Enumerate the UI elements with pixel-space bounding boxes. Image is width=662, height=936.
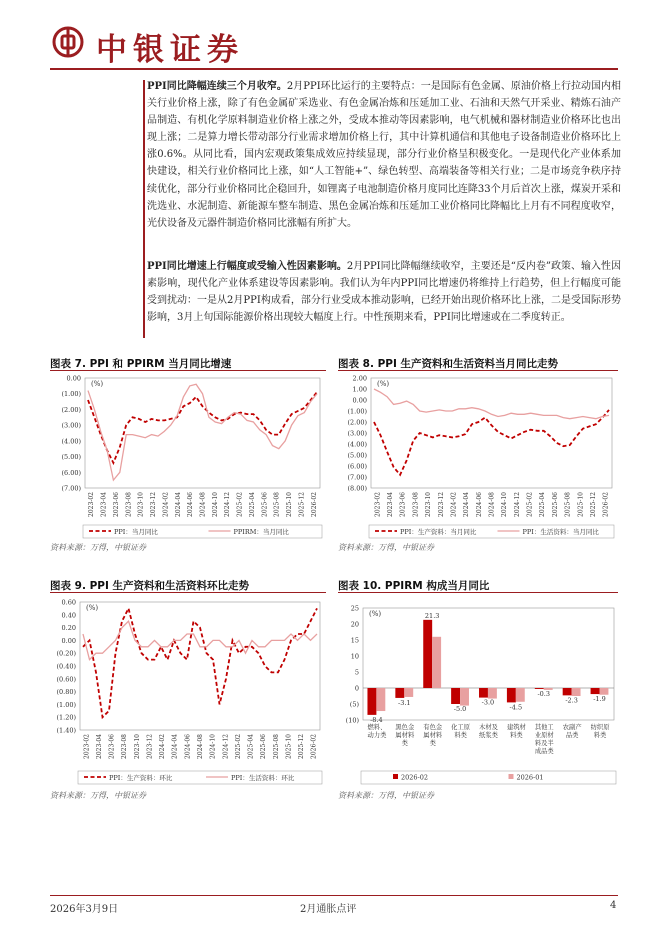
data-label: -3.0	[481, 698, 495, 707]
y-tick-label: 25	[350, 604, 359, 613]
y-tick-label: (6.00)	[61, 468, 81, 477]
x-tick-label: 2023-06	[108, 734, 116, 759]
legend-label-2: 2026-01	[516, 773, 544, 782]
x-tick-label: 2023-08	[125, 492, 133, 517]
x-tick-label: 2025-02	[236, 492, 244, 517]
y-tick-label: 15	[350, 636, 359, 645]
x-tick-label: 2024-06	[187, 492, 195, 517]
legend-label-2: PPI：生活资料：当月同比	[522, 528, 599, 536]
figure-9-title: 图表 9. PPI 生产资料和生活资料环比走势	[50, 580, 250, 592]
x-tick-label: 2024-04	[174, 492, 182, 517]
y-tick-label: (3.00)	[347, 429, 367, 438]
x-tick-label: 2025-02	[234, 734, 242, 759]
data-label: -4.5	[509, 703, 523, 712]
bar-2026-01-5	[488, 688, 497, 699]
y-tick-label: 0.40	[61, 611, 76, 620]
x-tick-label: 2025-10	[577, 492, 585, 517]
bar-2026-01-1	[376, 688, 385, 711]
chart-ppi-means-yoy	[338, 374, 618, 540]
x-tick-label: 2023-06	[399, 492, 407, 517]
x-tick-label: 2024-10	[211, 492, 219, 517]
x-tick-label: 料类	[593, 732, 607, 739]
x-tick-label: 其他工	[534, 724, 554, 731]
y-tick-label: (2.00)	[61, 405, 81, 414]
x-tick-label: 2025-12	[589, 492, 597, 517]
y-tick-label: (7.00)	[347, 473, 367, 482]
bar-2026-02-8	[563, 688, 572, 695]
x-tick-label: 2024-10	[209, 734, 217, 759]
plot-frame	[371, 378, 612, 488]
x-tick-label: 2025-06	[260, 734, 268, 759]
series-line-1	[374, 410, 609, 475]
y-tick-label: (10)	[345, 716, 359, 725]
x-tick-label: 2025-04	[247, 734, 255, 759]
legend-label-1: 2026-02	[401, 773, 429, 782]
bar-2026-02-9	[591, 688, 600, 694]
x-tick-label: 2025-08	[272, 734, 280, 759]
x-tick-label: 属材料	[395, 732, 415, 739]
y-tick-label: (3.00)	[61, 421, 81, 430]
x-tick-label: 2025-08	[564, 492, 572, 517]
data-label: -3.1	[398, 698, 411, 707]
y-tick-label: 5	[354, 668, 359, 677]
bar-2026-01-2	[404, 688, 413, 697]
y-axis-unit-label: (%)	[86, 604, 99, 612]
y-axis-unit-label: (%)	[377, 380, 390, 388]
x-tick-label: 2026-02	[602, 492, 610, 517]
y-tick-label: (1.40)	[56, 726, 76, 735]
y-tick-label: 10	[350, 652, 359, 661]
x-tick-label: 2025-12	[298, 734, 306, 759]
x-tick-label: 2023-12	[146, 734, 154, 759]
y-tick-label: 0	[354, 684, 359, 693]
x-tick-label: 类	[401, 740, 408, 747]
figure-8-title: 图表 8. PPI 生产资料和生活资料当月同比走势	[338, 358, 559, 370]
figure-9-source: 资料来源：万得，中银证券	[50, 791, 146, 800]
y-tick-label: 0.00	[352, 396, 367, 405]
y-axis-unit-label: (%)	[369, 610, 382, 618]
y-tick-label: (7.00)	[61, 484, 81, 493]
chart-ppi-means-mom	[50, 596, 326, 786]
x-tick-label: 2025-04	[539, 492, 547, 517]
figure-9-rule	[50, 592, 326, 593]
x-tick-label: 业原材	[534, 732, 554, 739]
x-tick-label: 2024-12	[513, 492, 521, 517]
figure-10-rule	[338, 592, 618, 593]
header-divider	[50, 68, 618, 70]
x-tick-label: 2023-04	[95, 734, 103, 759]
x-tick-label: 2024-06	[184, 734, 192, 759]
x-tick-label: 属材料	[423, 732, 443, 739]
paragraph-2-body: 2月PPI同比降幅继续收窄，主要还是“反内卷”政策、输入性因素影响，现代化产业体系建设等因素影响。我们认为年内PPI同比增速仍将维持上行趋势，但上行幅度可能受到扰动：一是从2月PPI构成看，部分行业受成本推动影响，已经开始出现价格环比上涨，二是受国际形势影响，3月上旬国际能源价格出现较大幅度上行。中性预期来看，PPI同比增速或在二季度转正。	[147, 261, 622, 324]
figure-7-rule	[50, 370, 326, 371]
x-tick-label: 2023-10	[137, 492, 145, 517]
x-tick-label: 2023-06	[112, 492, 120, 517]
series-line-2	[374, 389, 609, 419]
paragraph-1-body: 2月PPI环比运行的主要特点：一是国际有色金属、原油价格上行拉动国内相关行业价格上涨，除了有色金属矿采选业、有色金属冶炼和压延加工业、石油和天然气开采业、精炼石油产品制造、有机化学原料制造业价格上涨之外，受成本推动等因素影响，电气机械和器材制造业价格环比也出现上涨；二是算力增长带动部分行业需求增加价格上行，其中计算机通信和其他电子设备制造业价格环比上涨0.6%。从同比看，国内宏观政策集成效应持续显现，部分行业价格呈积极变化。一是现代化产业体系加快建设，相关行业价格同比上涨，如“人工智能+”、绿色转型、高端装备等相关行业；二是市场竞争秩序持续优化，部分行业价格同比企稳回升，如锂离子电池制造价格月度同比连降33个月后首次上涨，煤炭开采和洗选业、水泥制造、新能源车整车制造、黑色金属冶炼和压延加工业价格同比降幅比上月有不同程度收窄，光伏设备及元器件制造价格同比涨幅有所扩大。	[147, 81, 621, 229]
x-tick-label: 2024-08	[488, 492, 496, 517]
y-tick-label: (1.00)	[61, 390, 81, 399]
bank-of-china-logo-icon	[52, 26, 84, 58]
footer-title: 2月通胀点评	[300, 904, 357, 915]
footer-page-number: 4	[610, 900, 617, 911]
footer-date: 2026年3月9日	[50, 904, 119, 915]
legend-frame	[361, 771, 616, 784]
x-tick-label: 2024-12	[224, 492, 232, 517]
y-tick-label: (5.00)	[61, 453, 81, 462]
x-tick-label: 黑色金	[395, 724, 415, 731]
figure-8-rule	[338, 370, 618, 371]
figure-10-source: 资料来源：万得，中银证券	[338, 791, 434, 800]
chart-ppirm-components	[338, 596, 618, 786]
y-tick-label: (1.00)	[56, 700, 76, 709]
bar-2026-01-8	[572, 688, 581, 696]
data-label: -5.0	[453, 705, 467, 713]
y-tick-label: (5)	[349, 700, 359, 709]
y-tick-label: (2.00)	[347, 418, 367, 427]
x-tick-label: 2024-08	[199, 492, 207, 517]
x-tick-label: 2023-12	[150, 492, 158, 517]
x-tick-label: 品类	[565, 732, 579, 739]
legend-label-1: PPI：当月同比	[114, 528, 158, 536]
y-tick-label: (0.20)	[56, 649, 76, 658]
data-label: -1.9	[593, 695, 606, 704]
y-tick-label: 0.00	[66, 374, 81, 383]
chart-ppi-ppirm-yoy	[50, 374, 326, 540]
figure-7-source: 资料来源：万得，中银证券	[50, 543, 146, 552]
series-line-2	[88, 384, 317, 480]
bar-2026-02-4	[451, 688, 460, 704]
plot-frame	[80, 602, 320, 730]
legend-label-2: PPIRM：当月同比	[233, 528, 289, 536]
legend-label-1: PPI：生产资料：当月同比	[400, 528, 477, 536]
paragraph-2-heading: PPI同比增速上行幅度或受输入性因素影响。	[147, 261, 347, 272]
x-tick-label: 类	[429, 740, 436, 747]
y-tick-label: 0.20	[61, 624, 76, 633]
y-tick-label: 0.00	[61, 636, 76, 645]
x-tick-label: 2023-10	[425, 492, 433, 517]
x-tick-label: 2025-08	[273, 492, 281, 517]
y-tick-label: 20	[350, 620, 359, 629]
x-tick-label: 化工原	[451, 724, 471, 731]
data-label: 21.3	[424, 611, 440, 620]
x-tick-label: 纺织原	[590, 724, 610, 731]
x-tick-label: 2024-10	[501, 492, 509, 517]
x-tick-label: 2025-12	[298, 492, 306, 517]
x-tick-label: 2025-06	[261, 492, 269, 517]
x-tick-label: 2023-04	[100, 492, 108, 517]
x-tick-label: 农副产	[562, 724, 582, 731]
legend-label-2: PPI：生活资料：环比	[231, 774, 295, 782]
x-tick-label: 动力类	[367, 732, 387, 739]
y-tick-label: (4.00)	[61, 437, 81, 446]
series-line-1	[83, 608, 317, 717]
paragraph-2	[147, 258, 621, 326]
y-tick-label: (1.00)	[347, 407, 367, 416]
x-tick-label: 2024-06	[475, 492, 483, 517]
x-tick-label: 纸浆类	[479, 732, 498, 739]
x-tick-label: 2023-12	[437, 492, 445, 517]
x-tick-label: 2024-04	[463, 492, 471, 517]
x-tick-label: 2024-02	[162, 492, 170, 517]
y-tick-label: (0.60)	[56, 675, 76, 684]
x-tick-label: 木材及	[479, 724, 498, 731]
x-tick-label: 2024-02	[159, 734, 167, 759]
x-tick-label: 2025-06	[551, 492, 559, 517]
figure-10-title: 图表 10. PPIRM 构成当月同比	[338, 580, 490, 592]
x-tick-label: 2025-10	[286, 492, 294, 517]
x-tick-label: 2025-04	[248, 492, 256, 517]
y-tick-label: 0.60	[61, 598, 76, 607]
y-tick-label: (0.80)	[56, 688, 76, 697]
bar-2026-02-6	[507, 688, 516, 702]
bar-2026-01-9	[599, 688, 608, 695]
x-tick-label: 2024-12	[222, 734, 230, 759]
x-tick-label: 燃料、	[367, 724, 387, 731]
paragraph-1	[147, 78, 621, 232]
bar-2026-02-5	[479, 688, 488, 698]
x-tick-label: 有色金	[423, 724, 443, 731]
x-tick-label: 2023-08	[121, 734, 129, 759]
y-tick-label: (8.00)	[347, 484, 367, 493]
y-tick-label: (1.20)	[56, 713, 76, 722]
bar-2026-01-3	[432, 637, 441, 688]
y-tick-label: (4.00)	[347, 440, 367, 449]
x-tick-label: 2025-02	[526, 492, 534, 517]
series-line-1	[88, 392, 317, 463]
data-label: -8.4	[370, 715, 383, 724]
x-tick-label: 2023-08	[412, 492, 420, 517]
bar-2026-01-4	[460, 688, 469, 706]
brand-name: 中银证券	[96, 32, 244, 68]
y-tick-label: (0.40)	[56, 662, 76, 671]
x-tick-label: 料类	[454, 732, 467, 739]
x-tick-label: 料类	[510, 732, 523, 739]
bar-2026-02-1	[367, 688, 376, 715]
x-tick-label: 料及半	[534, 740, 554, 747]
y-axis-unit-label: (%)	[91, 380, 104, 388]
data-label: -2.3	[565, 696, 578, 705]
figure-8-source: 资料来源：万得，中银证券	[338, 543, 434, 552]
page-header	[0, 0, 662, 72]
x-tick-label: 2024-04	[171, 734, 179, 759]
legend-swatch-1	[393, 774, 398, 779]
bar-2026-02-2	[395, 688, 404, 698]
footer-divider	[50, 895, 618, 896]
bar-2026-02-3	[423, 620, 432, 688]
x-tick-label: 建筑材	[506, 724, 526, 731]
bar-2026-01-6	[516, 688, 525, 702]
x-tick-label: 2023-04	[387, 492, 395, 517]
y-tick-label: 2.00	[352, 374, 367, 383]
x-tick-label: 成品类	[534, 748, 554, 755]
x-tick-label: 2023-02	[83, 734, 91, 759]
paragraph-accent-bar	[143, 80, 145, 338]
x-tick-label: 2023-02	[374, 492, 382, 517]
legend-swatch-2	[509, 774, 514, 779]
y-tick-label: (5.00)	[347, 451, 367, 460]
bar-2026-02-7	[535, 688, 544, 689]
x-tick-label: 2026-02	[310, 492, 318, 517]
y-tick-label: (6.00)	[347, 462, 367, 471]
legend-label-1: PPI：生产资料：环比	[109, 774, 173, 782]
y-tick-label: 1.00	[352, 385, 367, 394]
x-tick-label: 2024-02	[450, 492, 458, 517]
paragraph-1-heading: PPI同比降幅连续三个月收窄。	[147, 81, 287, 92]
x-tick-label: 2023-02	[88, 492, 96, 517]
x-tick-label: 2024-08	[197, 734, 204, 759]
figure-7-title: 图表 7. PPI 和 PPIRM 当月同比增速	[50, 358, 232, 370]
data-label: -0.3	[537, 689, 550, 698]
x-tick-label: 2023-10	[133, 734, 141, 759]
x-tick-label: 2026-02	[310, 734, 318, 759]
x-tick-label: 2025-10	[285, 734, 293, 759]
